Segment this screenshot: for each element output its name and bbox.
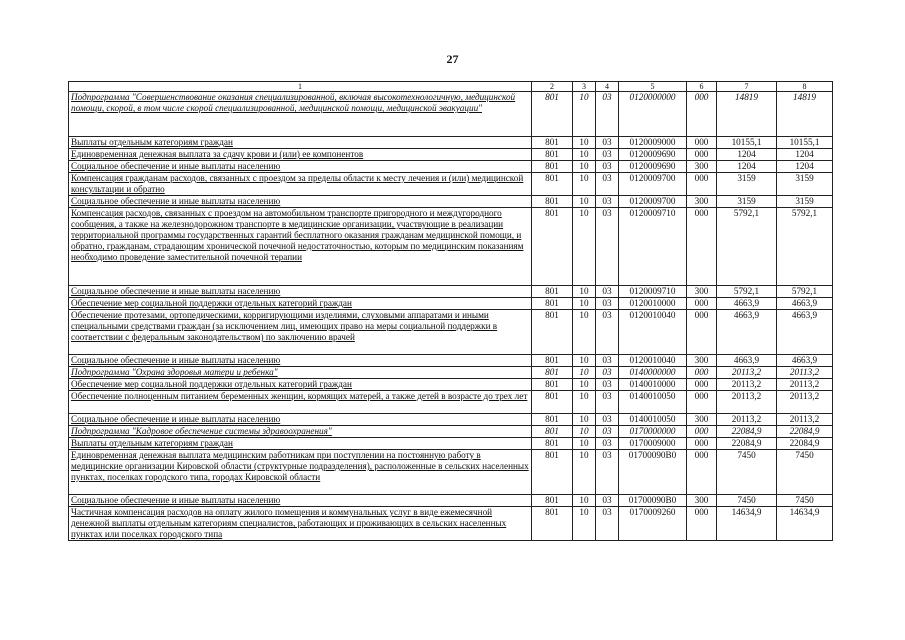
cell-code-csr: 0170000000 <box>619 426 687 438</box>
cell-code-csr: 01700090В0 <box>619 450 687 495</box>
cell-code-gr: 801 <box>532 298 573 310</box>
cell-code-gr: 801 <box>532 196 573 208</box>
row-name: Выплаты отдельным категориям граждан <box>69 438 532 450</box>
table-row <box>69 161 833 173</box>
cell-code-csr: 0170009000 <box>619 438 687 450</box>
cell-code-rz: 10 <box>573 310 596 355</box>
table-row <box>69 495 833 507</box>
table-row <box>69 310 833 355</box>
cell-code-csr: 0120010040 <box>619 310 687 355</box>
cell-code-gr: 801 <box>532 92 573 137</box>
cell-code-vr: 000 <box>687 391 717 414</box>
cell-amount-approved: 10155,1 <box>717 137 777 149</box>
cell-code-gr: 801 <box>532 208 573 286</box>
table-row <box>69 379 833 391</box>
cell-code-rz: 10 <box>573 137 596 149</box>
cell-code-rz: 10 <box>573 298 596 310</box>
table-row <box>69 196 833 208</box>
table-row <box>69 173 833 196</box>
header-cell: 5 <box>619 82 687 92</box>
cell-code-vr: 000 <box>687 137 717 149</box>
header-row <box>69 82 833 92</box>
cell-code-rz: 10 <box>573 507 596 541</box>
cell-amount-approved: 5792,1 <box>717 286 777 298</box>
cell-code-csr: 0120009690 <box>619 161 687 173</box>
cell-amount-total: 4663,9 <box>777 355 833 367</box>
cell-code-gr: 801 <box>532 161 573 173</box>
cell-code-pr: 03 <box>596 208 619 286</box>
cell-code-gr: 801 <box>532 173 573 196</box>
cell-code-gr: 801 <box>532 438 573 450</box>
cell-code-vr: 000 <box>687 208 717 286</box>
cell-amount-approved: 1204 <box>717 161 777 173</box>
table-row <box>69 391 833 414</box>
cell-amount-total: 1204 <box>777 149 833 161</box>
cell-code-rz: 10 <box>573 286 596 298</box>
cell-code-gr: 801 <box>532 367 573 379</box>
cell-code-rz: 10 <box>573 414 596 426</box>
row-name: Социальное обеспечение и иные выплаты населению <box>69 495 532 507</box>
cell-amount-total: 5792,1 <box>777 286 833 298</box>
cell-amount-total: 22084,9 <box>777 426 833 438</box>
cell-amount-approved: 4663,9 <box>717 310 777 355</box>
cell-code-csr: 0140010050 <box>619 391 687 414</box>
cell-amount-total: 22084,9 <box>777 438 833 450</box>
cell-code-vr: 300 <box>687 355 717 367</box>
cell-code-vr: 000 <box>687 426 717 438</box>
cell-code-csr: 0120009710 <box>619 286 687 298</box>
cell-amount-approved: 1204 <box>717 149 777 161</box>
row-name: Социальное обеспечение и иные выплаты населению <box>69 196 532 208</box>
row-name: Обеспечение протезами, ортопедическими, корригирующими изделиями, слуховыми аппаратами и иными специальными средствами граждан (за исключением лиц, имеющих право на меры социальной поддержки в соответствии с федеральным законодательством) по заключению врачей <box>69 310 532 355</box>
cell-code-vr: 300 <box>687 414 717 426</box>
cell-amount-approved: 14819 <box>717 92 777 137</box>
cell-code-pr: 03 <box>596 438 619 450</box>
cell-amount-total: 20113,2 <box>777 391 833 414</box>
table-row <box>69 137 833 149</box>
row-name: Обеспечение мер социальной поддержки отдельных категорий граждан <box>69 379 532 391</box>
row-name: Обеспечение полноценным питанием беременных женщин, кормящих матерей, а также детей в возрасте до трех лет <box>69 391 532 414</box>
cell-code-pr: 03 <box>596 426 619 438</box>
cell-code-csr: 01700090В0 <box>619 495 687 507</box>
cell-amount-total: 20113,2 <box>777 379 833 391</box>
cell-code-rz: 10 <box>573 450 596 495</box>
cell-code-csr: 0140010050 <box>619 414 687 426</box>
cell-amount-total: 7450 <box>777 495 833 507</box>
cell-amount-approved: 7450 <box>717 495 777 507</box>
cell-amount-approved: 5792,1 <box>717 208 777 286</box>
cell-code-rz: 10 <box>573 355 596 367</box>
cell-code-rz: 10 <box>573 495 596 507</box>
page-number: 27 <box>446 52 459 66</box>
table-row <box>69 149 833 161</box>
cell-code-gr: 801 <box>532 495 573 507</box>
cell-code-csr: 0120000000 <box>619 92 687 137</box>
cell-code-gr: 801 <box>532 414 573 426</box>
cell-code-pr: 03 <box>596 391 619 414</box>
cell-code-vr: 000 <box>687 379 717 391</box>
cell-code-rz: 10 <box>573 367 596 379</box>
cell-amount-approved: 7450 <box>717 450 777 495</box>
cell-amount-total: 4663,9 <box>777 310 833 355</box>
cell-code-csr: 0120009710 <box>619 208 687 286</box>
cell-code-pr: 03 <box>596 92 619 137</box>
table-row <box>69 355 833 367</box>
cell-code-vr: 000 <box>687 149 717 161</box>
cell-code-pr: 03 <box>596 161 619 173</box>
cell-amount-total: 4663,9 <box>777 298 833 310</box>
cell-code-pr: 03 <box>596 286 619 298</box>
row-name: Подпрограмма "Кадровое обеспечение системы здравоохранения" <box>69 426 532 438</box>
row-name: Частичная компенсация расходов на оплату жилого помещения и коммунальных услуг в виде ежемесячной денежной выплаты отдельным категориям специалистов, работающих и проживающих в сельских населенных пунктах или поселках городского типа <box>69 507 532 541</box>
cell-code-csr: 0120010000 <box>619 298 687 310</box>
cell-code-pr: 03 <box>596 173 619 196</box>
cell-code-vr: 000 <box>687 92 717 137</box>
cell-code-gr: 801 <box>532 149 573 161</box>
table-row <box>69 450 833 495</box>
cell-code-rz: 10 <box>573 438 596 450</box>
table-row <box>69 208 833 286</box>
subprogram-row <box>69 426 833 438</box>
row-name: Социальное обеспечение и иные выплаты населению <box>69 355 532 367</box>
cell-amount-total: 14634,9 <box>777 507 833 541</box>
cell-code-gr: 801 <box>532 286 573 298</box>
row-name: Подпрограмма "Совершенствование оказания специализированной, включая высокотехнологичную, медицинской помощи, скорой, в том числе скорой специализированной, медицинской помощи, медицинской эвакуации" <box>69 92 532 137</box>
row-name: Компенсация расходов, связанных с проездом на автомобильном транспорте пригородного и междугородного сообщения, а также на железнодорожном транспорте в медицинские организации, участвующие в реализации территориальной программы государственных гарантий бесплатного оказания гражданам медицинской помощи, и обратно, гражданам, страдающим хронической почечной недостаточностью, которым по медицинским показаниям необходимо проведение заместительной почечной терапии <box>69 208 532 286</box>
cell-code-rz: 10 <box>573 173 596 196</box>
table-row <box>69 438 833 450</box>
cell-code-vr: 000 <box>687 173 717 196</box>
cell-amount-total: 3159 <box>777 196 833 208</box>
cell-code-pr: 03 <box>596 414 619 426</box>
cell-amount-approved: 20113,2 <box>717 414 777 426</box>
cell-amount-approved: 3159 <box>717 173 777 196</box>
cell-code-pr: 03 <box>596 310 619 355</box>
cell-code-gr: 801 <box>532 450 573 495</box>
cell-code-csr: 0140000000 <box>619 367 687 379</box>
header-cell: 6 <box>687 82 717 92</box>
cell-amount-approved: 22084,9 <box>717 438 777 450</box>
cell-code-pr: 03 <box>596 298 619 310</box>
cell-code-vr: 000 <box>687 438 717 450</box>
cell-code-vr: 000 <box>687 507 717 541</box>
row-name: Подпрограмма "Охрана здоровья матери и ребенка" <box>69 367 532 379</box>
row-name: Социальное обеспечение и иные выплаты населению <box>69 414 532 426</box>
table-row <box>69 414 833 426</box>
header-cell: 1 <box>69 82 532 92</box>
header-cell: 8 <box>777 82 833 92</box>
header-cell: 3 <box>573 82 596 92</box>
cell-amount-total: 1204 <box>777 161 833 173</box>
table-row <box>69 286 833 298</box>
cell-code-rz: 10 <box>573 196 596 208</box>
cell-code-rz: 10 <box>573 426 596 438</box>
cell-amount-approved: 22084,9 <box>717 426 777 438</box>
cell-code-pr: 03 <box>596 149 619 161</box>
cell-amount-approved: 14634,9 <box>717 507 777 541</box>
cell-code-gr: 801 <box>532 391 573 414</box>
cell-code-vr: 000 <box>687 450 717 495</box>
table-row <box>69 298 833 310</box>
row-name: Социальное обеспечение и иные выплаты населению <box>69 286 532 298</box>
cell-amount-total: 20113,2 <box>777 414 833 426</box>
cell-code-gr: 801 <box>532 426 573 438</box>
header-cell: 2 <box>532 82 573 92</box>
cell-code-gr: 801 <box>532 379 573 391</box>
cell-code-gr: 801 <box>532 310 573 355</box>
cell-amount-total: 14819 <box>777 92 833 137</box>
budget-table <box>68 81 833 541</box>
cell-code-csr: 0120009000 <box>619 137 687 149</box>
cell-code-gr: 801 <box>532 137 573 149</box>
cell-code-csr: 0120009700 <box>619 196 687 208</box>
cell-code-rz: 10 <box>573 379 596 391</box>
cell-code-vr: 300 <box>687 286 717 298</box>
cell-code-pr: 03 <box>596 355 619 367</box>
cell-amount-total: 7450 <box>777 450 833 495</box>
subprogram-row <box>69 92 833 137</box>
header-cell: 4 <box>596 82 619 92</box>
cell-amount-total: 20113,2 <box>777 367 833 379</box>
cell-code-pr: 03 <box>596 379 619 391</box>
cell-code-rz: 10 <box>573 161 596 173</box>
cell-code-pr: 03 <box>596 495 619 507</box>
table-body <box>69 82 833 541</box>
cell-code-pr: 03 <box>596 450 619 495</box>
cell-amount-approved: 20113,2 <box>717 391 777 414</box>
cell-code-csr: 0170009260 <box>619 507 687 541</box>
cell-code-pr: 03 <box>596 507 619 541</box>
subprogram-row <box>69 367 833 379</box>
cell-code-pr: 03 <box>596 196 619 208</box>
cell-code-gr: 801 <box>532 507 573 541</box>
cell-amount-approved: 20113,2 <box>717 379 777 391</box>
cell-code-pr: 03 <box>596 367 619 379</box>
cell-code-rz: 10 <box>573 391 596 414</box>
cell-amount-approved: 4663,9 <box>717 298 777 310</box>
cell-code-csr: 0120009700 <box>619 173 687 196</box>
cell-amount-total: 5792,1 <box>777 208 833 286</box>
cell-code-csr: 0120009690 <box>619 149 687 161</box>
header-cell: 7 <box>717 82 777 92</box>
cell-amount-approved: 3159 <box>717 196 777 208</box>
cell-code-csr: 0120010040 <box>619 355 687 367</box>
cell-code-csr: 0140010000 <box>619 379 687 391</box>
cell-code-rz: 10 <box>573 149 596 161</box>
cell-amount-approved: 20113,2 <box>717 367 777 379</box>
cell-amount-total: 10155,1 <box>777 137 833 149</box>
cell-code-gr: 801 <box>532 355 573 367</box>
cell-code-vr: 300 <box>687 495 717 507</box>
row-name: Единовременная денежная выплата за сдачу крови и (или) ее компонентов <box>69 149 532 161</box>
cell-code-rz: 10 <box>573 208 596 286</box>
row-name: Компенсация гражданам расходов, связанных с проездом за пределы области к месту лечения и (или) медицинской консультации и обратно <box>69 173 532 196</box>
table-row <box>69 507 833 541</box>
row-name: Единовременная денежная выплата медицинским работникам при поступлении на постоянную работу в медицинские организации Кировской области (структурные подразделения), расположенные в сельских населенных пунктах, поселках городского типа, городах Кировской области <box>69 450 532 495</box>
cell-code-rz: 10 <box>573 92 596 137</box>
cell-amount-approved: 4663,9 <box>717 355 777 367</box>
cell-code-vr: 300 <box>687 196 717 208</box>
cell-code-vr: 300 <box>687 161 717 173</box>
row-name: Выплаты отдельным категориям граждан <box>69 137 532 149</box>
cell-code-vr: 000 <box>687 298 717 310</box>
cell-code-pr: 03 <box>596 137 619 149</box>
cell-code-vr: 000 <box>687 367 717 379</box>
row-name: Обеспечение мер социальной поддержки отдельных категорий граждан <box>69 298 532 310</box>
cell-code-vr: 000 <box>687 310 717 355</box>
row-name: Социальное обеспечение и иные выплаты населению <box>69 161 532 173</box>
cell-amount-total: 3159 <box>777 173 833 196</box>
